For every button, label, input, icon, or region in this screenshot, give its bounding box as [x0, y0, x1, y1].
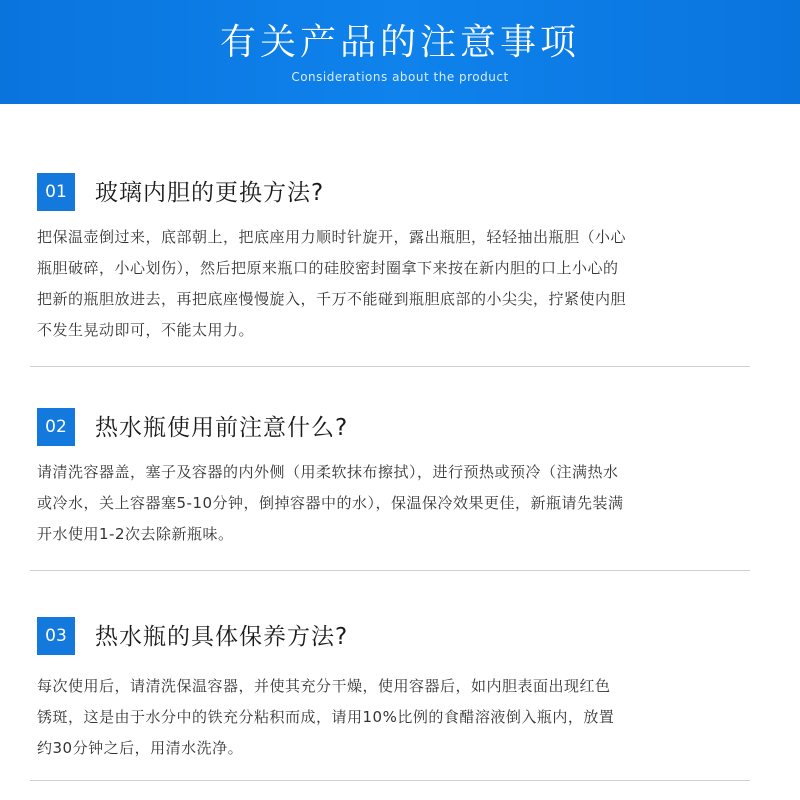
body-line: 不发生晃动即可，不能太用力。	[37, 321, 255, 339]
body-line: 锈斑，这是由于水分中的铁充分粘积而成，请用10%比例的食醋溶液倒入瓶内，放置	[37, 708, 615, 726]
header-banner	[0, 0, 800, 104]
section-body	[37, 671, 767, 764]
section-body	[37, 222, 767, 346]
page-title: 有关产品的注意事项	[219, 22, 580, 63]
body-line: 瓶胆破碎，小心划伤），然后把原来瓶口的硅胶密封圈拿下来按在新内胆的口上小心的	[37, 259, 619, 277]
body-line: 请清洗容器盖，塞子及容器的内外侧（用柔软抹布擦拭），进行预热或预冷（注满热水	[37, 463, 619, 481]
section-number-badge: 01	[37, 173, 75, 211]
body-line: 把保温壶倒过来，底部朝上，把底座用力顺时针旋开，露出瓶胆，轻轻抽出瓶胆（小心	[37, 228, 627, 246]
section-divider	[30, 570, 750, 571]
section-divider	[30, 780, 750, 781]
body-line: 每次使用后，请清洗保温容器，并使其充分干燥，使用容器后，如内胆表面出现红色	[37, 677, 611, 695]
body-line: 约30分钟之后，用清水洗净。	[37, 739, 244, 757]
section-question: 玻璃内胆的更换方法?	[95, 180, 325, 206]
section-number-badge: 02	[37, 408, 75, 446]
section-question: 热水瓶的具体保养方法?	[95, 624, 349, 650]
page-subtitle: Considerations about the product	[291, 70, 509, 84]
body-line: 或冷水，关上容器塞5-10分钟，倒掉容器中的水），保温保冷效果更佳，新瓶请先装满	[37, 494, 624, 512]
body-line: 开水使用1-2次去除新瓶味。	[37, 525, 234, 543]
section-divider	[30, 366, 750, 367]
section-body	[37, 457, 767, 550]
body-line: 把新的瓶胆放进去，再把底座慢慢旋入，千万不能碰到瓶胆底部的小尖尖，拧紧使内胆	[37, 290, 627, 308]
section-number-badge: 03	[37, 617, 75, 655]
section-question: 热水瓶使用前注意什么?	[95, 415, 349, 441]
